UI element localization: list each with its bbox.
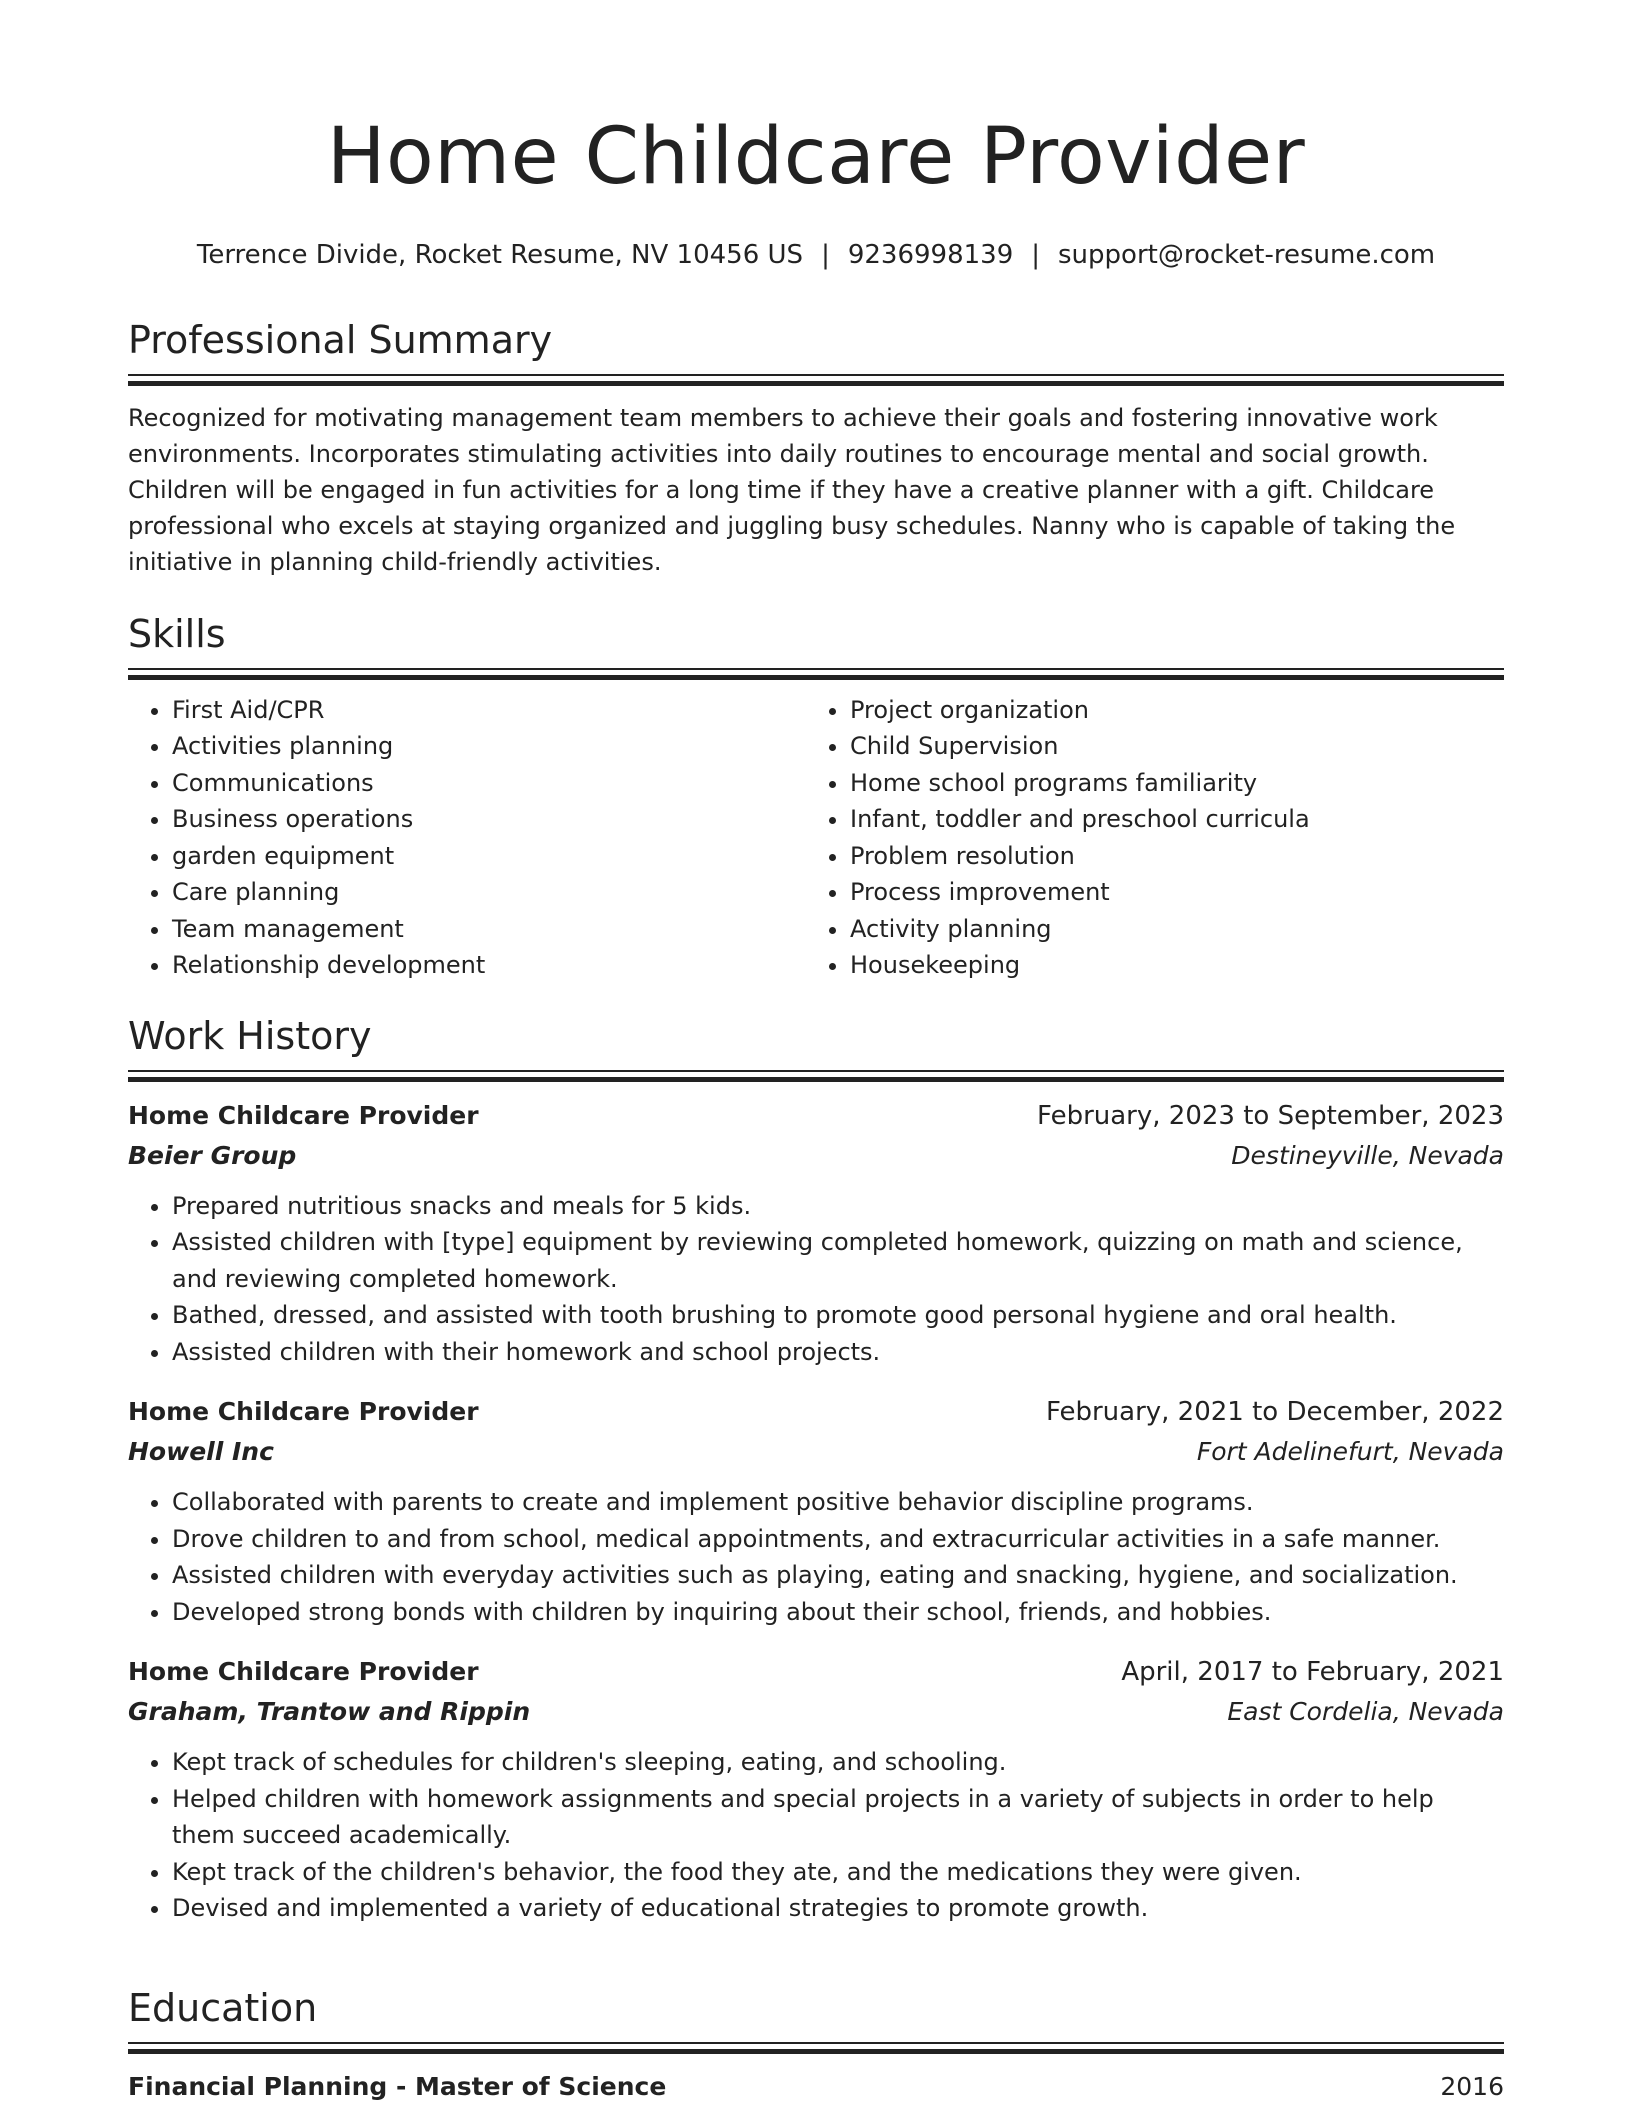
job-bullet: • Assisted children with [type] equipment by reviewing completed homework, quizzing on math and science, and reviewing completed homework. — [172, 1224, 1504, 1297]
job-bullet: • Kept track of schedules for children's sleeping, eating, and schooling. — [172, 1744, 1504, 1781]
education-section — [128, 1986, 1504, 2101]
section-divider — [128, 1070, 1504, 1082]
contact-email[interactable]: support@rocket-resume.com — [1058, 240, 1436, 270]
summary-section — [128, 318, 1504, 580]
job-bullet: • Kept track of the children's behavior, the food they ate, and the medications they were given. — [172, 1854, 1504, 1891]
contact-separator: | — [1031, 240, 1041, 270]
skill-item: • Care planning — [172, 874, 806, 911]
skill-item: • Home school programs familiarity — [850, 765, 1484, 802]
skill-item: • Communications — [172, 765, 806, 802]
job-bullet: • Bathed, dressed, and assisted with tooth brushing to promote good personal hygiene and oral health. — [172, 1297, 1504, 1334]
job-dates: February, 2021 to December, 2022 — [1045, 1397, 1504, 1428]
contact-phone: 9236998139 — [847, 240, 1014, 270]
skill-item: • Process improvement — [850, 874, 1484, 911]
skill-item: • Activity planning — [850, 911, 1484, 948]
job-bullet: • Assisted children with everyday activities such as playing, eating and snacking, hygiene, and socialization. — [172, 1557, 1504, 1594]
job-bullet: • Prepared nutritious snacks and meals for 5 kids. — [172, 1188, 1504, 1225]
job-company: Graham, Trantow and Rippin — [128, 1697, 531, 1727]
skill-item: • Housekeeping — [850, 947, 1484, 984]
skill-item: • Infant, toddler and preschool curricula — [850, 801, 1484, 838]
section-divider — [128, 2042, 1504, 2054]
job-bullet: • Assisted children with their homework and school projects. — [172, 1334, 1504, 1371]
job-location: Fort Adelinefurt, Nevada — [1196, 1437, 1504, 1467]
education-year: 2016 — [1440, 2071, 1504, 2101]
job-entry — [128, 1652, 1504, 1927]
resume-title: Home Childcare Provider — [326, 112, 1306, 202]
skill-item: • Business operations — [172, 801, 806, 838]
contact-address: Terrence Divide, Rocket Resume, NV 10456 US — [196, 240, 804, 270]
skills-section — [128, 612, 1504, 984]
job-location: Destineyville, Nevada — [1231, 1140, 1504, 1170]
skill-item: • Team management — [172, 911, 806, 948]
section-heading: Education — [128, 1986, 318, 2030]
job-title: Home Childcare Provider — [128, 1397, 479, 1427]
job-bullet: • Developed strong bonds with children by inquiring about their school, friends, and hobbies. — [172, 1594, 1504, 1631]
skill-item: • First Aid/CPR — [172, 692, 806, 729]
section-heading: Professional Summary — [128, 318, 553, 362]
job-bullet: • Devised and implemented a variety of educational strategies to promote growth. — [172, 1890, 1504, 1927]
section-heading: Skills — [128, 612, 226, 656]
skill-item: • garden equipment — [172, 838, 806, 875]
skills-column-right — [806, 692, 1484, 984]
skill-item: • Project organization — [850, 692, 1484, 729]
job-company: Beier Group — [128, 1140, 297, 1170]
contact-separator: | — [821, 240, 830, 270]
work-history-section — [128, 1014, 1504, 1927]
job-entry — [128, 1096, 1504, 1371]
skills-column-left — [128, 692, 806, 984]
job-dates: February, 2023 to September, 2023 — [1037, 1100, 1504, 1131]
job-title: Home Childcare Provider — [128, 1657, 479, 1687]
education-degree: Financial Planning - Master of Science — [128, 2071, 667, 2101]
skills-grid — [128, 692, 1504, 984]
job-bullet: • Collaborated with parents to create and implement positive behavior discipline programs. — [172, 1484, 1504, 1521]
summary-text: Recognized for motivating management team members to achieve their goals and fostering innovative work environments. Incorporates stimulating activities into daily routines to encourage mental and social growth. Children will be engaged in fun activities for a long time if they have a creative planner with a gift. Childcare professional who excels at staying organized and juggling busy schedules. Nanny who is capable of taking the initiative in planning child-friendly activities. — [128, 403, 1456, 576]
section-divider — [128, 374, 1504, 386]
job-bullet: • Drove children to and from school, medical appointments, and extracurricular activities in a safe manner. — [172, 1521, 1504, 1558]
education-entry — [128, 2072, 1504, 2101]
job-title: Home Childcare Provider — [128, 1100, 479, 1130]
skill-item: • Activities planning — [172, 728, 806, 765]
skill-item: • Relationship development — [172, 947, 806, 984]
contact-line — [0, 240, 1632, 271]
job-company: Howell Inc — [128, 1437, 274, 1467]
job-entry — [128, 1392, 1504, 1630]
section-heading: Work History — [128, 1014, 372, 1058]
skill-item: • Problem resolution — [850, 838, 1484, 875]
job-bullet: • Helped children with homework assignments and special projects in a variety of subjects in order to help them succeed academically. — [172, 1781, 1504, 1854]
skill-item: • Child Supervision — [850, 728, 1484, 765]
job-location: East Cordelia, Nevada — [1227, 1697, 1504, 1727]
section-divider — [128, 668, 1504, 680]
job-dates: April, 2017 to February, 2021 — [1121, 1657, 1504, 1688]
